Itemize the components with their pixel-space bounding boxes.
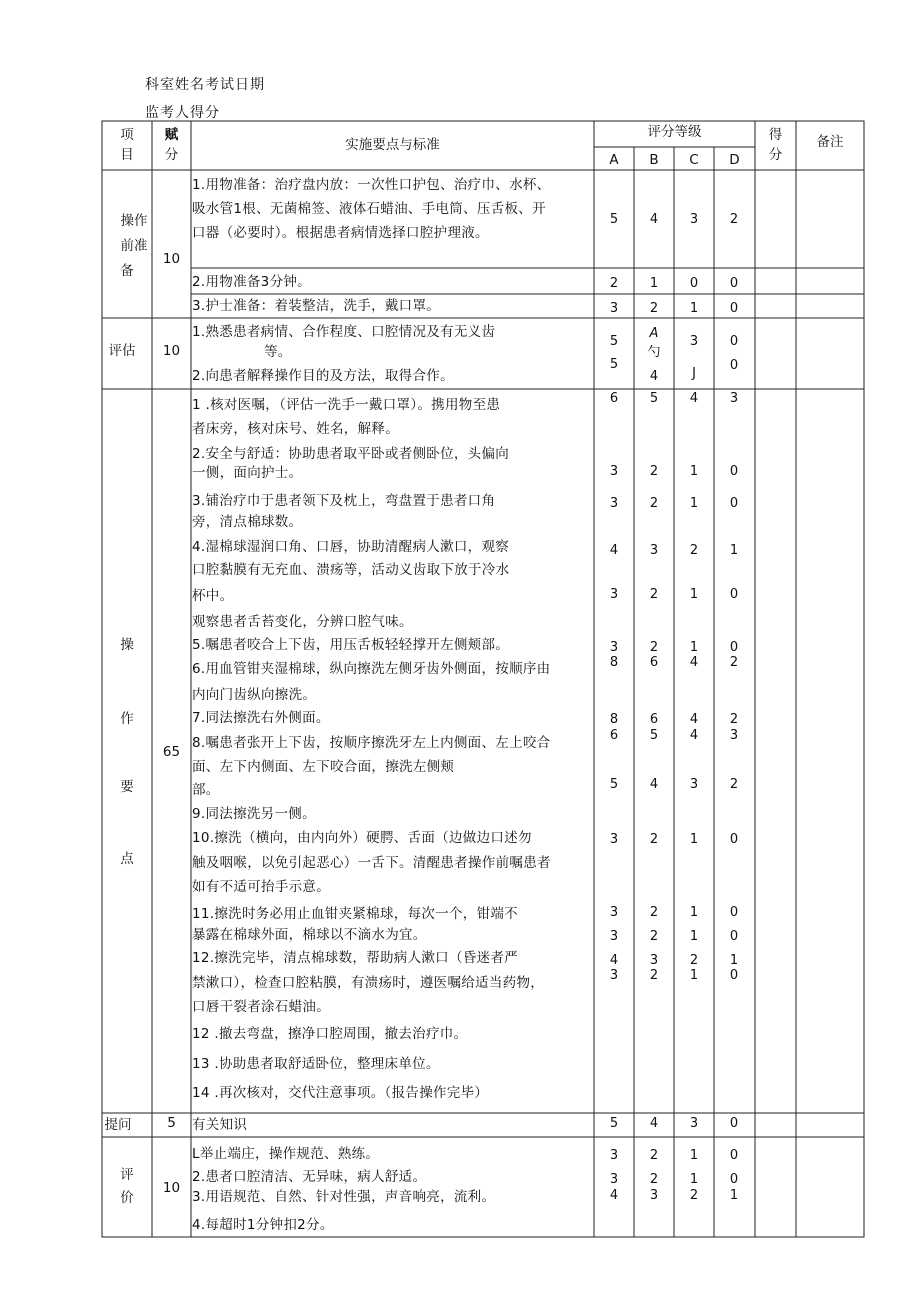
score-cell: 4 bbox=[649, 1116, 659, 1131]
score-cell: 2 bbox=[649, 905, 659, 920]
score-cell: 5 bbox=[649, 728, 659, 743]
score-cell: 3 bbox=[609, 832, 619, 847]
standard-line: 10.擦洗（横向，由内向外）硬腭、舌面（边做边口述勿 bbox=[192, 830, 532, 846]
score-cell: 2 bbox=[609, 276, 619, 291]
standard-line: 有关知识 bbox=[192, 1117, 248, 1133]
header-line-1: 科室姓名考试日期 bbox=[145, 77, 265, 93]
standard-line: 禁漱口），检查口腔粘膜，有溃疡时，遵医嘱给适当药物， bbox=[192, 975, 545, 991]
score-cell: 3 bbox=[689, 1116, 699, 1131]
standard-line: 4.每超时1分钟扣2分。 bbox=[192, 1217, 334, 1233]
score-cell: 8 bbox=[609, 655, 619, 670]
score-cell: 0 bbox=[729, 464, 739, 479]
standard-line: 等。 bbox=[264, 344, 292, 360]
standard-line: 如有不适可抬手示意。 bbox=[192, 879, 330, 895]
standard-line: 面、左下内侧面、左下咬合面，擦洗左侧颊 bbox=[192, 759, 455, 775]
score-cell: 勺 bbox=[647, 345, 661, 360]
score-cell: 5 bbox=[609, 1116, 619, 1131]
score-cell: 1 bbox=[689, 968, 699, 983]
score-cell: 1 bbox=[729, 1188, 739, 1203]
score-cell: 1 bbox=[689, 1172, 699, 1187]
section-prep-label-3: 备 bbox=[120, 263, 134, 279]
standard-line: 3.铺治疗巾于患者领下及枕上，弯盘置于患者口角 bbox=[192, 493, 496, 509]
section-assess-label: 评估 bbox=[108, 343, 136, 359]
score-cell: 0 bbox=[729, 832, 739, 847]
score-cell: 2 bbox=[689, 953, 699, 968]
section-operate-label-2: 作 bbox=[120, 711, 134, 727]
score-cell: 1 bbox=[689, 905, 699, 920]
col-points-header-1: 赋 bbox=[164, 127, 179, 143]
score-cell: 2 bbox=[729, 212, 739, 227]
col-item-header-1: 项 bbox=[120, 127, 134, 143]
score-cell: 3 bbox=[689, 777, 699, 792]
score-cell: 4 bbox=[689, 391, 699, 406]
standard-line: 7.同法擦洗右外侧面。 bbox=[192, 710, 330, 726]
score-cell: 0 bbox=[729, 929, 739, 944]
score-cell: 3 bbox=[649, 1188, 659, 1203]
score-cell: 2 bbox=[649, 587, 659, 602]
col-score-header-2: 分 bbox=[768, 147, 783, 163]
col-note-header: 备注 bbox=[816, 134, 844, 150]
score-cell: 0 bbox=[729, 968, 739, 983]
score-cell: 0 bbox=[689, 276, 699, 291]
score-cell: 4 bbox=[689, 728, 699, 743]
standard-line: 14 .再次核对，交代注意事项。（报告操作完毕） bbox=[192, 1085, 489, 1101]
score-cell: 3 bbox=[609, 464, 619, 479]
score-cell: 3 bbox=[609, 587, 619, 602]
standard-line: 13 .协助患者取舒适卧位，整理床单位。 bbox=[192, 1056, 440, 1072]
standard-line: 4.湿棉球湿润口角、口唇，协助清醒病人漱口，观察 bbox=[192, 539, 510, 555]
score-cell: 1 bbox=[689, 640, 699, 655]
standard-line: 一侧，面向护士。 bbox=[192, 465, 303, 481]
standard-line: 杯中。 bbox=[192, 588, 234, 604]
standard-line: 9.同法擦洗另一侧。 bbox=[192, 806, 316, 822]
col-item-header-2: 目 bbox=[120, 147, 134, 163]
grade-a-header: A bbox=[609, 152, 619, 168]
score-cell: 1 bbox=[689, 832, 699, 847]
standard-line: 1.用物准备：治疗盘内放：一次性口护包、治疗巾、水杯、 bbox=[192, 177, 551, 193]
score-cell: 0 bbox=[729, 1148, 739, 1163]
score-cell: 4 bbox=[609, 1188, 619, 1203]
col-points-header-2: 分 bbox=[164, 147, 179, 163]
standard-line: 旁，清点棉球数。 bbox=[192, 514, 303, 530]
score-cell: 1 bbox=[729, 953, 739, 968]
score-cell: 1 bbox=[689, 929, 699, 944]
score-cell: 3 bbox=[609, 968, 619, 983]
score-cell: 2 bbox=[729, 777, 739, 792]
score-cell: 2 bbox=[649, 832, 659, 847]
section-evaluate-points: 10 bbox=[162, 1180, 181, 1196]
score-cell: 1 bbox=[689, 587, 699, 602]
score-cell: 1 bbox=[649, 276, 659, 291]
score-cell: 2 bbox=[649, 640, 659, 655]
standard-line: 2.用物准备3分钟。 bbox=[192, 274, 311, 290]
standard-line: 12.擦洗完毕，清点棉球数，帮助病人漱口（昏迷者严 bbox=[192, 950, 518, 966]
score-cell: 3 bbox=[609, 640, 619, 655]
score-cell: 4 bbox=[649, 212, 659, 227]
score-cell: 3 bbox=[729, 391, 739, 406]
standard-line: 11.擦洗时务必用止血钳夹紧棉球，每次一个，钳端不 bbox=[192, 906, 518, 922]
section-operate-label-1: 操 bbox=[120, 637, 134, 653]
section-operate-label-4: 点 bbox=[120, 851, 134, 867]
score-cell: 0 bbox=[729, 301, 739, 316]
score-cell: 4 bbox=[609, 953, 619, 968]
score-cell: 5 bbox=[609, 334, 619, 349]
score-cell: 3 bbox=[649, 953, 659, 968]
score-cell: 2 bbox=[649, 1172, 659, 1187]
score-cell: 0 bbox=[729, 358, 739, 373]
score-cell: 3 bbox=[689, 212, 699, 227]
score-cell: 1 bbox=[689, 1148, 699, 1163]
score-cell: 2 bbox=[649, 968, 659, 983]
score-cell: 2 bbox=[649, 929, 659, 944]
score-cell: 0 bbox=[729, 276, 739, 291]
standard-line: L举止端庄，操作规范、熟练。 bbox=[192, 1146, 380, 1162]
score-cell: 0 bbox=[729, 334, 739, 349]
section-evaluate-label-2: 价 bbox=[120, 1190, 134, 1206]
standard-line: 内向门齿纵向擦洗。 bbox=[192, 687, 317, 703]
standard-line: 3.护士准备：着装整洁，洗手，戴口罩。 bbox=[192, 298, 441, 314]
score-cell: 0 bbox=[729, 587, 739, 602]
col-grade-header: 评分等级 bbox=[647, 124, 702, 140]
section-assess-points: 10 bbox=[162, 343, 181, 359]
score-cell: 5 bbox=[649, 391, 659, 406]
score-cell: 3 bbox=[609, 905, 619, 920]
score-cell: 4 bbox=[689, 712, 699, 727]
score-cell: 2 bbox=[729, 655, 739, 670]
score-cell: 1 bbox=[729, 543, 739, 558]
score-cell: 4 bbox=[649, 369, 659, 384]
standard-line: 口器（必要时）。根据患者病情选择口腔护理液。 bbox=[192, 225, 489, 241]
score-cell: 4 bbox=[649, 777, 659, 792]
score-cell: 6 bbox=[649, 655, 659, 670]
standard-line: 2.安全与舒适：协助患者取平卧或者侧卧位，头偏向 bbox=[192, 446, 510, 462]
section-prep-label-2: 前准 bbox=[120, 238, 148, 254]
standard-line: 暴露在棉球外面，棉球以不滴水为宜。 bbox=[192, 927, 427, 943]
score-cell: 3 bbox=[609, 496, 619, 511]
standard-line: 吸水管1根、无菌棉签、液体石蜡油、手电筒、压舌板、开 bbox=[192, 201, 546, 217]
score-cell: 2 bbox=[649, 301, 659, 316]
score-cell: 0 bbox=[729, 1116, 739, 1131]
standard-line: 3.用语规范、自然、针对性强，声音响亮，流利。 bbox=[192, 1189, 496, 1205]
score-cell: 2 bbox=[649, 1148, 659, 1163]
score-cell: 2 bbox=[689, 543, 699, 558]
score-cell: 6 bbox=[609, 391, 619, 406]
score-cell: 3 bbox=[609, 929, 619, 944]
section-evaluate-label-1: 评 bbox=[120, 1167, 134, 1183]
score-cell: 3 bbox=[609, 1172, 619, 1187]
section-operate-label-3: 要 bbox=[120, 779, 134, 795]
score-cell: 3 bbox=[609, 1148, 619, 1163]
section-prep-label-1: 操作 bbox=[120, 213, 148, 229]
score-cell: 1 bbox=[689, 301, 699, 316]
section-question-points: 5 bbox=[167, 1115, 176, 1131]
score-cell: 5 bbox=[609, 212, 619, 227]
score-cell: 2 bbox=[729, 712, 739, 727]
score-cell: 3 bbox=[609, 301, 619, 316]
header-line-2: 监考人得分 bbox=[145, 105, 220, 121]
standard-line: 口腔黏膜有无充血、溃疡等，活动义齿取下放于冷水 bbox=[192, 562, 510, 578]
grade-d-header: D bbox=[729, 152, 740, 168]
standard-line: 口唇干裂者涂石蜡油。 bbox=[192, 999, 330, 1015]
score-cell: 8 bbox=[609, 712, 619, 727]
standard-line: 6.用血管钳夹湿棉球，纵向擦洗左侧牙齿外侧面，按顺序由 bbox=[192, 661, 551, 677]
standard-line: 1.熟悉患者病情、合作程度、口腔情况及有无义齿 bbox=[192, 324, 496, 340]
score-cell: 0 bbox=[729, 1172, 739, 1187]
score-cell: 0 bbox=[729, 640, 739, 655]
score-cell: 3 bbox=[729, 728, 739, 743]
standard-line: 8.嘱患者张开上下齿，按顺序擦洗牙左上内侧面、左上咬合 bbox=[192, 735, 551, 751]
standard-line: 部。 bbox=[192, 782, 220, 798]
score-cell: 3 bbox=[649, 543, 659, 558]
standard-line: 者床旁，核对床号、姓名，解释。 bbox=[192, 421, 399, 437]
standard-line: 观察患者舌苔变化，分辨口腔气味。 bbox=[192, 614, 413, 630]
standard-line: 5.嘱患者咬合上下齿，用压舌板轻轻撑开左侧颊部。 bbox=[192, 637, 510, 653]
score-cell: 5 bbox=[609, 777, 619, 792]
grade-b-header: B bbox=[649, 152, 659, 168]
score-cell: 0 bbox=[729, 905, 739, 920]
score-cell: 2 bbox=[649, 496, 659, 511]
score-cell: 4 bbox=[689, 655, 699, 670]
score-cell: 4 bbox=[609, 543, 619, 558]
standard-line: 触及咽喉，以免引起恶心）一舌下。清醒患者操作前嘱患者 bbox=[192, 855, 551, 871]
col-standard-header: 实施要点与标准 bbox=[345, 137, 440, 153]
score-cell: 3 bbox=[689, 334, 699, 349]
score-cell: 2 bbox=[649, 464, 659, 479]
score-cell: 6 bbox=[609, 728, 619, 743]
standard-line: 1 .核对医嘱，（评估一洗手一戴口罩）。携用物至患 bbox=[192, 397, 501, 413]
score-cell: 5 bbox=[609, 357, 619, 372]
section-question-label: 提问 bbox=[104, 1117, 132, 1133]
col-score-header-1: 得 bbox=[768, 127, 783, 143]
score-cell: A bbox=[649, 326, 659, 341]
score-cell: 1 bbox=[689, 464, 699, 479]
score-cell: 1 bbox=[689, 496, 699, 511]
grade-c-header: C bbox=[689, 152, 699, 168]
score-cell: 0 bbox=[729, 496, 739, 511]
standard-line: 2.向患者解释操作目的及方法，取得合作。 bbox=[192, 368, 454, 384]
score-cell: 6 bbox=[649, 712, 659, 727]
standard-line: 12 .撤去弯盘，擦净口腔周围，撤去治疗巾。 bbox=[192, 1026, 468, 1042]
section-prep-points: 10 bbox=[162, 251, 181, 267]
score-cell: 2 bbox=[689, 1188, 699, 1203]
standard-line: 2.患者口腔清洁、无异味，病人舒适。 bbox=[192, 1169, 427, 1185]
section-operate-points: 65 bbox=[162, 744, 181, 760]
score-cell: J bbox=[692, 366, 696, 381]
